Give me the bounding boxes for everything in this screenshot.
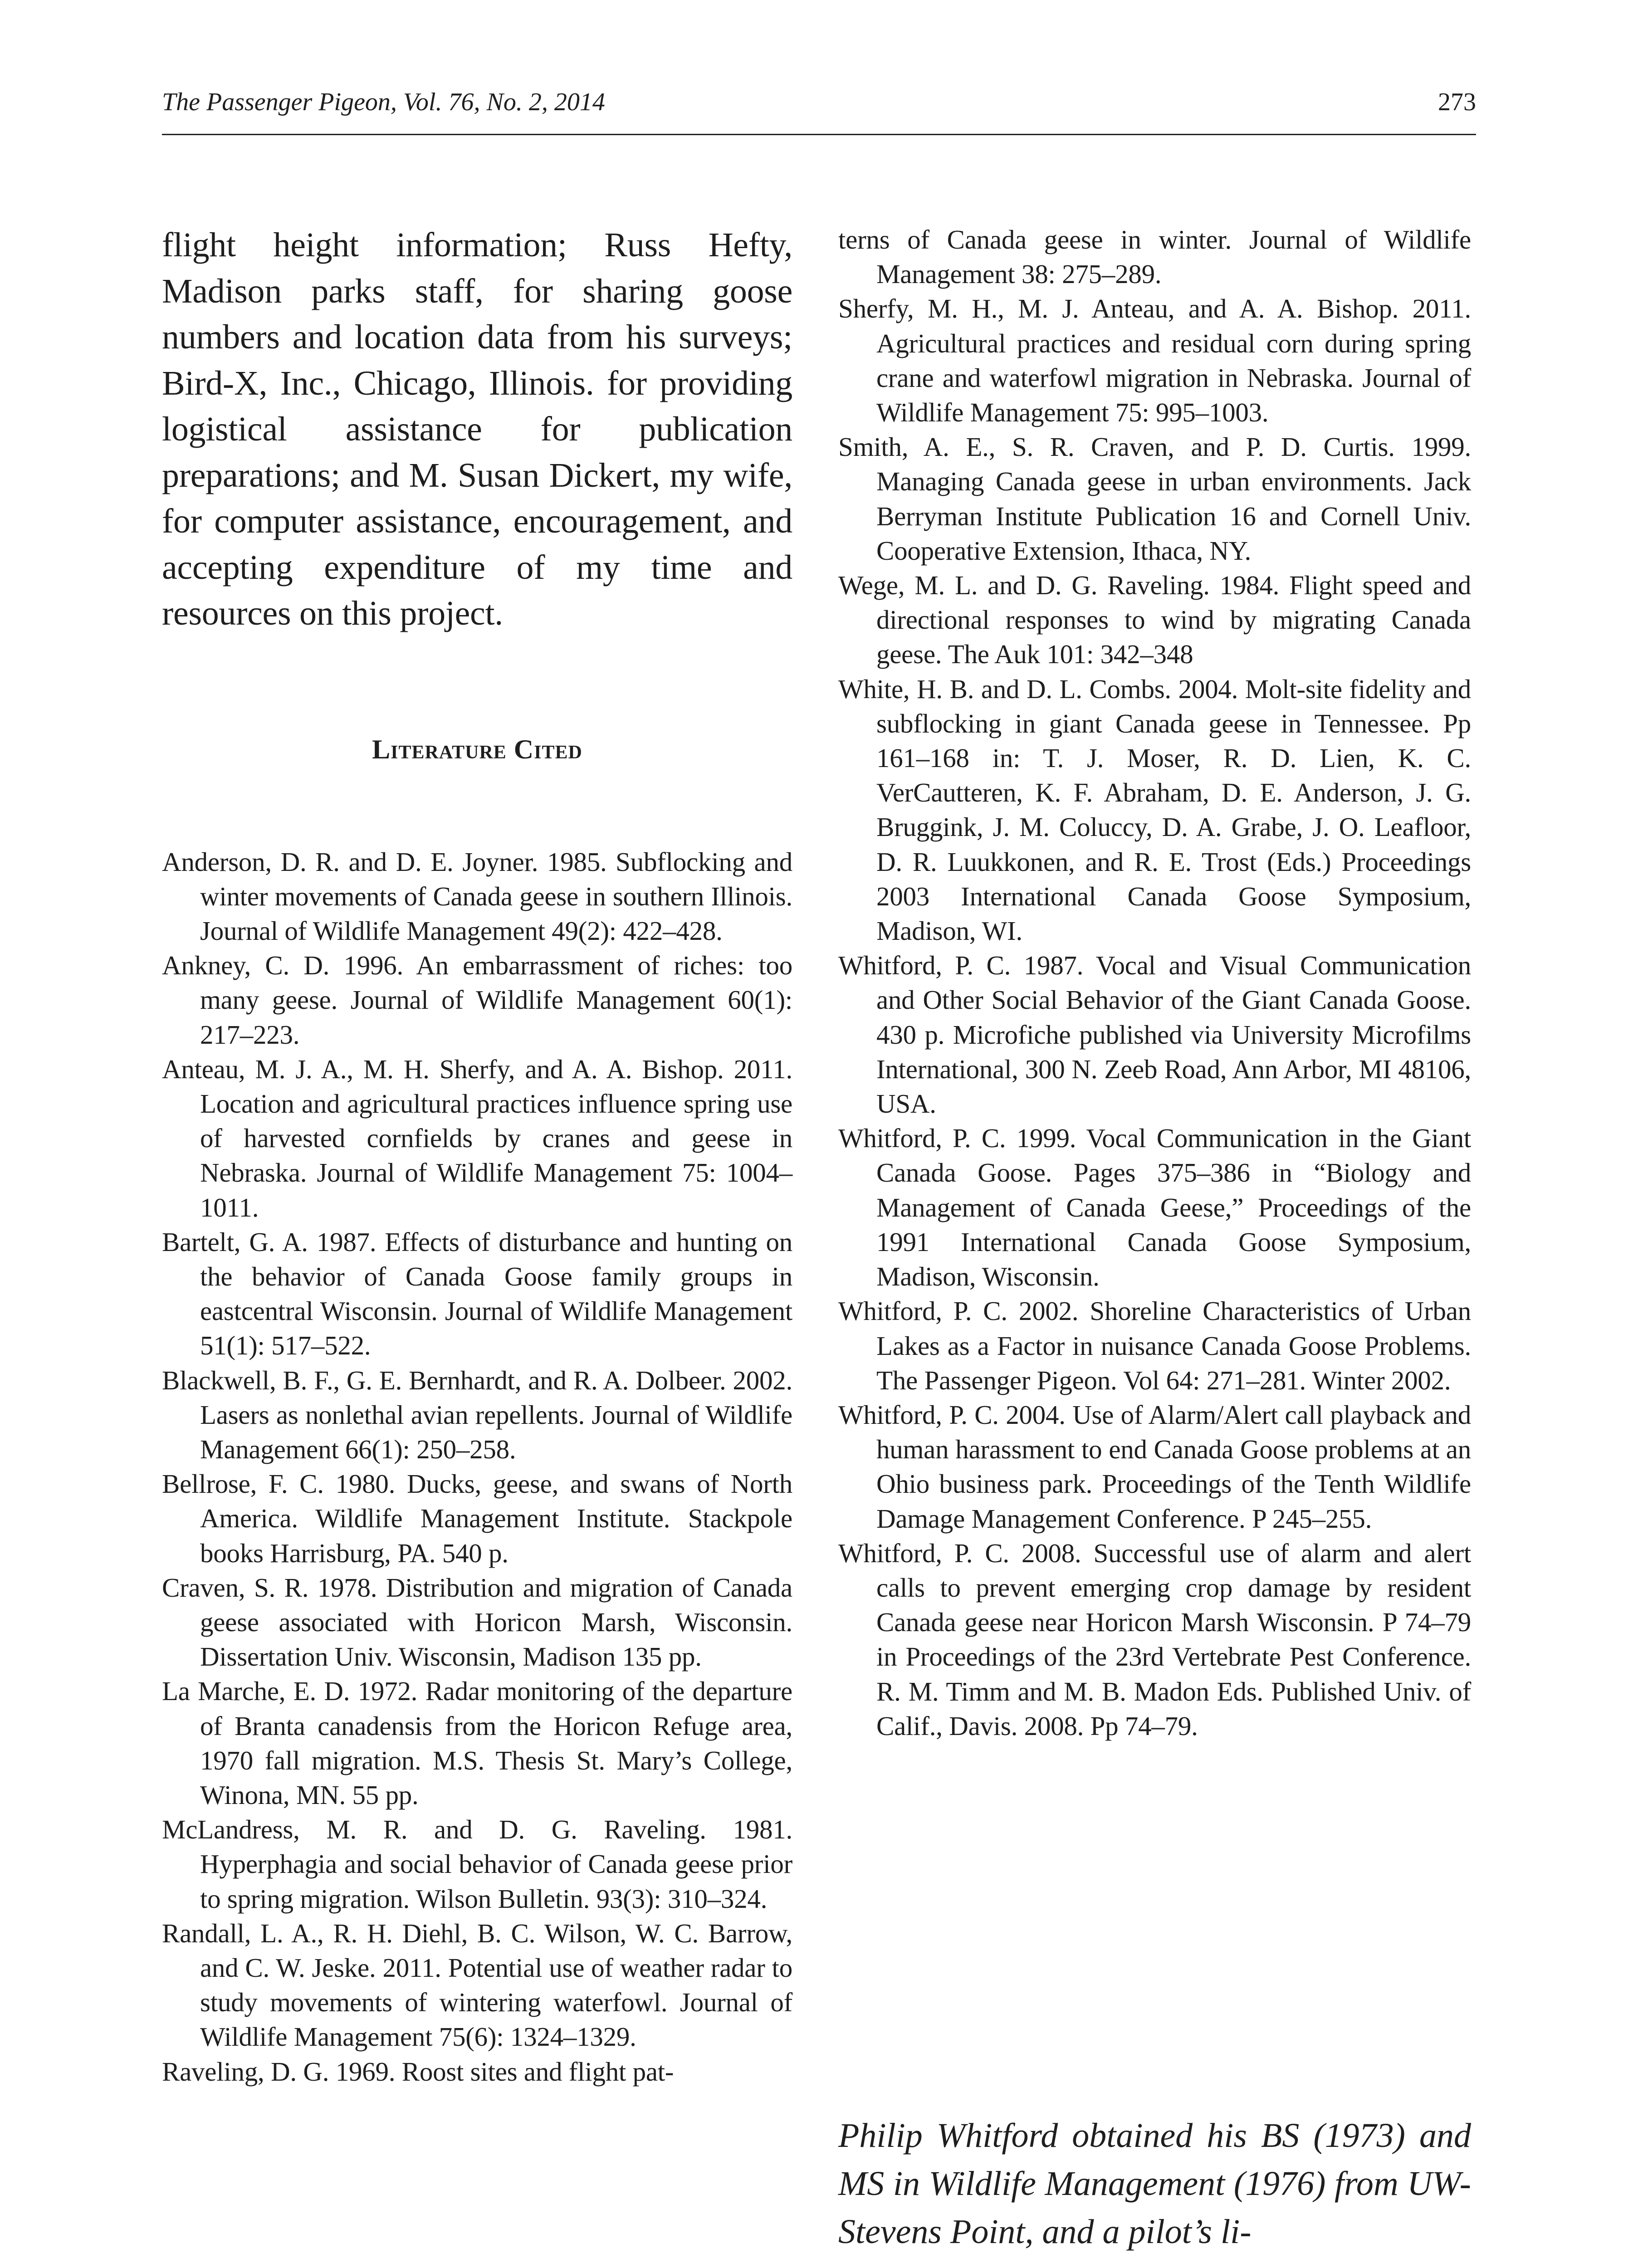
reference-item: La Marche, E. D. 1972. Radar monitoring of the departure of Branta canadensis from the Horicon Refuge area, 1970 fall migration. M.S. Thesis St. Mary’s College, Winona, MN. 55 pp. [162, 1676, 792, 1810]
right-column [838, 222, 1471, 1743]
reference-item: Whitford, P. C. 2002. Shoreline Characteristics of Urban Lakes as a Factor in nuisance Canada Goose Problems. The Passenger Pigeon. Vol 64: 271–281. Winter 2002. [838, 1296, 1471, 1395]
reference-item: Bellrose, F. C. 1980. Ducks, geese, and swans of North America. Wildlife Management Institute. Stackpole books Harrisburg, PA. 540 p. [162, 1469, 792, 1568]
left-column [162, 222, 792, 2089]
acknowledgment-paragraph: flight height information; Russ Hefty, Madison parks staff, for sharing goose numbers and location data from his surveys; Bird-X, Inc., Chicago, Illinois. for providing logistical assistance for publication preparations; and M. Susan Dickert, my wife, for computer assistance, encouragement, and accepting expenditure of my time and resources on this project. [162, 226, 792, 632]
reference-item: Sherfy, M. H., M. J. Anteau, and A. A. Bishop. 2011. Agricultural practices and residual corn during spring crane and waterfowl migration in Nebraska. Journal of Wildlife Management 75: 995–1003. [838, 293, 1471, 428]
reference-item: Anteau, M. J. A., M. H. Sherfy, and A. A. Bishop. 2011. Location and agricultural practices influence spring use of harvested cornfields by cranes and geese in Nebraska. Journal of Wildlife Management 75: 1004–1011. [162, 1054, 792, 1222]
reference-list-left [162, 845, 792, 2089]
reference-item: Craven, S. R. 1978. Distribution and migration of Canada geese associated with Horicon Marsh, Wisconsin. Dissertation Univ. Wisconsin, Madison 135 pp. [162, 1572, 792, 1672]
reference-item: Blackwell, B. F., G. E. Bernhardt, and R. A. Dolbeer. 2002. Lasers as nonlethal avian repellents. Journal of Wildlife Management 66(1): 250–258. [162, 1365, 792, 1464]
reference-item: White, H. B. and D. L. Combs. 2004. Molt-site fidelity and subflocking in giant Canada geese in Tennessee. Pp 161–168 in: T. J. Moser, R. D. Lien, K. C. VerCautteren, K. F. Abraham, D. E. Anderson, J. G. Bruggink, J. M. Coluccy, D. A. Grabe, J. O. Leafloor, D. R. Luukkonen, and R. E. Trost (Eds.) Proceedings 2003 International Canada Goose Symposium, Madison, WI. [838, 674, 1471, 946]
author-bio: Philip Whitford obtained his BS (1973) and MS in Wildlife Management (1976) from UW-Stevens Point, and a pilot’s li- [838, 2116, 1471, 2251]
reference-item: Whitford, P. C. 2008. Successful use of alarm and alert calls to prevent emerging crop damage by resident Canada geese near Horicon Marsh Wisconsin. P 74–79 in Proceedings of the 23rd Vertebrate Pest Conference. R. M. Timm and M. B. Madon Eds. Published Univ. of Calif., Davis. 2008. Pp 74–79. [838, 1538, 1471, 1741]
reference-item: Bartelt, G. A. 1987. Effects of disturbance and hunting on the behavior of Canada Goose family groups in eastcentral Wisconsin. Journal of Wildlife Management 51(1): 517–522. [162, 1227, 792, 1361]
page-number: 273 [1438, 88, 1476, 116]
section-title: Literature Cited [372, 734, 582, 764]
reference-item: Whitford, P. C. 1999. Vocal Communication in the Giant Canada Goose. Pages 375–386 in “Biology and Management of Canada Geese,” Proceedings of the 1991 International Canada Goose Symposium, Madison, Wisconsin. [838, 1123, 1471, 1292]
reference-item: Wege, M. L. and D. G. Raveling. 1984. Flight speed and directional responses to wind by migrating Canada geese. The Auk 101: 342–348 [838, 570, 1471, 670]
reference-item: Anderson, D. R. and D. E. Joyner. 1985. Subflocking and winter movements of Canada geese in southern Illinois. Journal of Wildlife Management 49(2): 422–428. [162, 846, 792, 946]
reference-item-continued: terns of Canada geese in winter. Journal of Wildlife Management 38: 275–289. [838, 225, 1471, 289]
reference-item: Whitford, P. C. 2004. Use of Alarm/Alert call playback and human harassment to end Canada Goose problems at an Ohio business park. Proceedings of the Tenth Wildlife Damage Management Conference. P 245–255. [838, 1399, 1471, 1534]
reference-item: Ankney, C. D. 1996. An embarrassment of riches: too many geese. Journal of Wildlife Management 60(1): 217–223. [162, 950, 792, 1050]
reference-list-right [838, 222, 1471, 1743]
reference-item: McLandress, M. R. and D. G. Raveling. 1981. Hyperphagia and social behavior of Canada geese prior to spring migration. Wilson Bulletin. 93(3): 310–324. [162, 1814, 792, 1914]
running-title: The Passenger Pigeon, Vol. 76, No. 2, 2014 [162, 88, 605, 116]
reference-item: Whitford, P. C. 1987. Vocal and Visual Communication and Other Social Behavior of the Giant Canada Goose. 430 p. Microfiche published via University Microfilms International, 300 N. Zeeb Road, Ann Arbor, MI 48106, USA. [838, 950, 1471, 1119]
page-header [162, 84, 1476, 135]
reference-item: Raveling, D. G. 1969. Roost sites and flight pat- [162, 2056, 674, 2087]
reference-item: Randall, L. A., R. H. Diehl, B. C. Wilson, W. C. Barrow, and C. W. Jeske. 2011. Potential use of weather radar to study movements of wintering waterfowl. Journal of Wildlife Management 75(6): 1324–1329. [162, 1918, 792, 2052]
reference-item: Smith, A. E., S. R. Craven, and P. D. Curtis. 1999. Managing Canada geese in urban environments. Jack Berryman Institute Publication 16 and Cornell Univ. Cooperative Extension, Ithaca, NY. [838, 432, 1471, 566]
